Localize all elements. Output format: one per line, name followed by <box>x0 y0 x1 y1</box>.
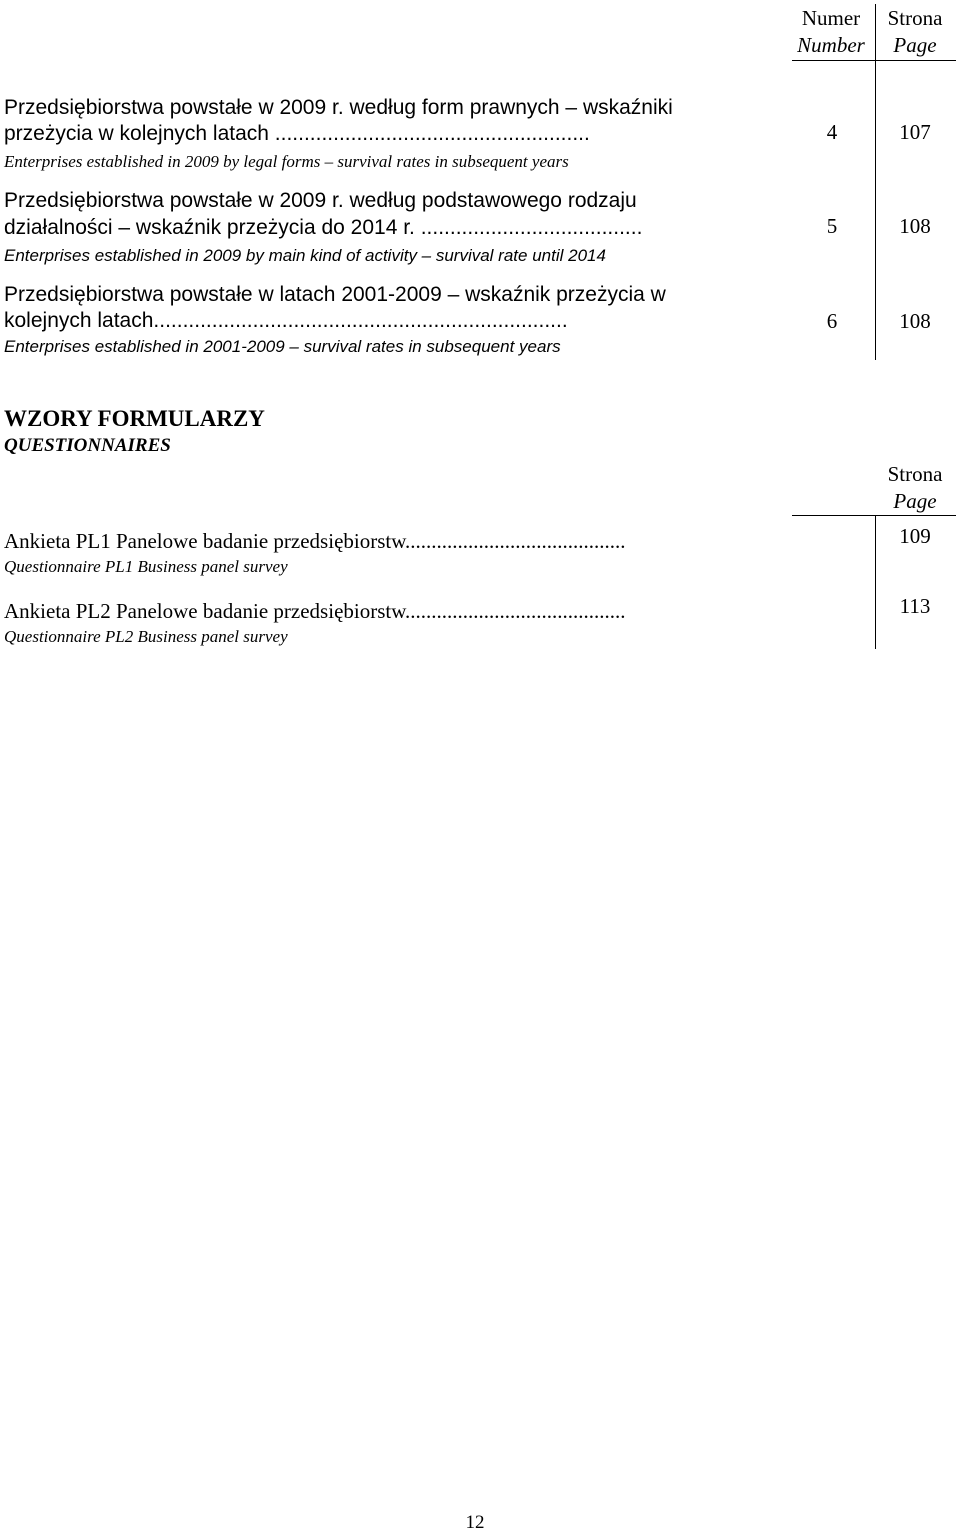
table-3-number: 6 <box>826 309 838 333</box>
forms-page-header-en: Page <box>893 489 937 513</box>
form-2-title-en: Questionnaire PL2 Business panel survey <box>4 627 288 646</box>
page-header-en: Page <box>893 33 937 57</box>
table-2-title-pl-line2: działalności – wskaźnik przeżycia do 2014 r. ...................................... <box>4 216 643 239</box>
form-2-title-pl: Ankieta PL2 Panelowe badanie przedsiębiorstw.......................................... <box>4 599 626 623</box>
number-header-pl: Numer <box>801 6 861 30</box>
column-divider <box>875 4 876 360</box>
page-number: 12 <box>465 1512 485 1533</box>
forms-page-header-pl: Strona <box>887 462 943 486</box>
table-2-page: 108 <box>899 214 931 238</box>
table-1-title-pl-line2: przeżycia w kolejnych latach ...................................................... <box>4 122 590 145</box>
forms-section-title-pl: WZORY FORMULARZY <box>4 406 265 431</box>
header-underline <box>792 60 956 61</box>
form-1-page: 109 <box>899 524 931 548</box>
table-2-title-en: Enterprises established in 2009 by main kind of activity – survival rate until 2014 <box>4 246 606 265</box>
table-1-title-en: Enterprises established in 2009 by legal forms – survival rates in subsequent years <box>4 152 569 171</box>
form-2-page: 113 <box>899 594 931 618</box>
form-1-title-en: Questionnaire PL1 Business panel survey <box>4 557 288 576</box>
table-3-title-pl-line2: kolejnych latach....................................................................... <box>4 309 568 332</box>
forms-section-title-en: QUESTIONNAIRES <box>4 435 171 456</box>
table-1-page: 107 <box>899 120 931 144</box>
table-3-title-en: Enterprises established in 2001-2009 – survival rates in subsequent years <box>4 337 561 356</box>
table-1-title-pl-line1: Przedsiębiorstwa powstałe w 2009 r. według form prawnych – wskaźniki <box>4 96 673 119</box>
table-2-title-pl-line1: Przedsiębiorstwa powstałe w 2009 r. według podstawowego rodzaju <box>4 189 637 212</box>
number-header-en: Number <box>797 33 865 57</box>
form-1-title-pl: Ankieta PL1 Panelowe badanie przedsiębiorstw.......................................... <box>4 529 626 553</box>
table-2-number: 5 <box>826 214 838 238</box>
table-3-title-pl-line1: Przedsiębiorstwa powstałe w latach 2001-2009 – wskaźnik przeżycia w <box>4 283 666 306</box>
page-header-pl: Strona <box>887 6 943 30</box>
table-1-number: 4 <box>826 120 838 144</box>
table-3-page: 108 <box>899 309 931 333</box>
forms-header-underline <box>792 515 956 516</box>
